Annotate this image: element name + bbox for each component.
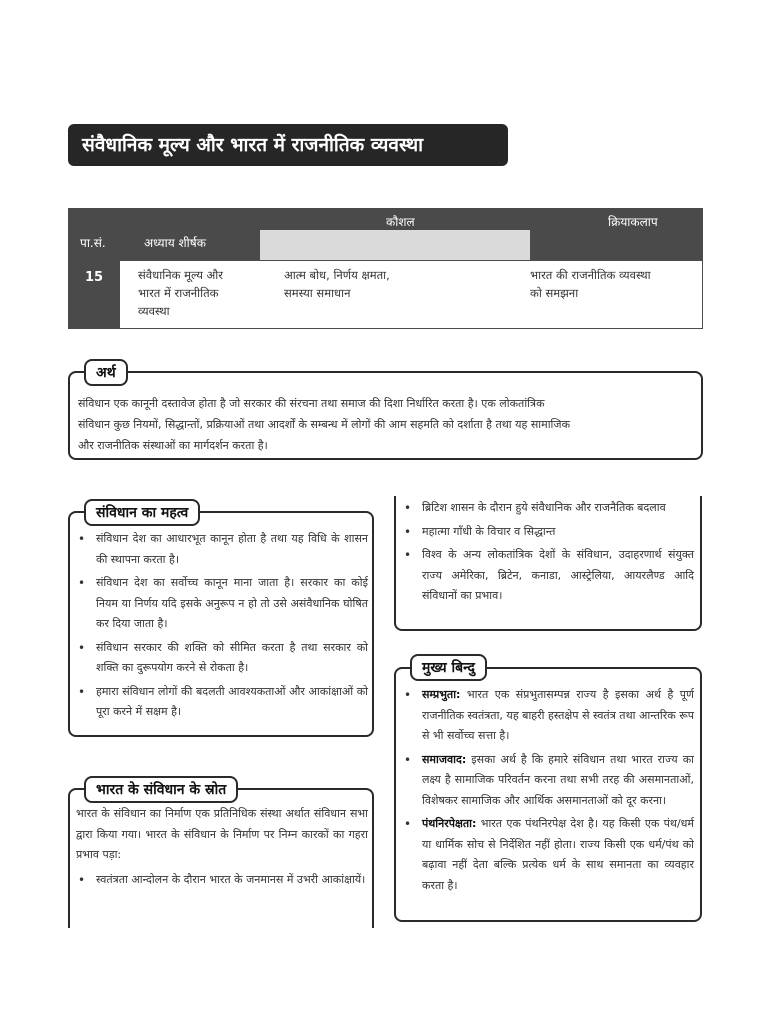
key-text: भारत एक संप्रभुतासम्पन्न राज्य है इसका अर्थ है पूर्ण राजनीतिक स्वतंत्रता, यह बाहरी हस्तक्षेप से स्वतंत्र तथा आन्तरिक रूप से भी सर्वोच्च सत्ता है। <box>422 688 694 742</box>
list-item-text: ब्रिटिश शासन के दौरान हुये संवैधानिक और राजनैतिक बदलाव <box>422 501 666 514</box>
key-points-list <box>402 685 694 899</box>
list-item-text: संविधान सरकार की शक्ति को सीमित करता है तथा सरकार को शक्ति का दुरूपयोग करने से रोकता है। <box>96 640 368 674</box>
list-item <box>76 682 368 723</box>
row-chapter-line: संवैधानिक मूल्य और <box>138 268 223 282</box>
bullet-icon: • <box>78 873 86 887</box>
row-skills-line: आत्म बोध, निर्णय क्षमता, <box>284 268 390 282</box>
key-term: समाजवाद: <box>422 752 467 766</box>
meaning-line: संविधान एक कानूनी दस्तावेज होता है जो सरकार की संरचना तथा समाज की दिशा निर्धारित करता है। एक लोकतांत्रिक <box>78 397 545 410</box>
bullet-icon: • <box>78 640 86 655</box>
key-term: पंथनिरपेक्षता: <box>422 817 477 830</box>
key-points-label: मुख्य बिन्दु <box>410 654 487 681</box>
syllabus-table <box>68 208 703 329</box>
list-item <box>76 638 368 679</box>
header-chapter: अध्याय शीर्षक <box>144 236 206 250</box>
key-term: सम्प्रभुता: <box>422 688 461 701</box>
list-item <box>76 573 368 635</box>
bullet-icon: • <box>404 817 412 831</box>
sources-list <box>76 870 368 894</box>
header-skills: कौशल <box>386 215 415 229</box>
table-row <box>120 260 703 329</box>
bullet-icon: • <box>404 752 412 767</box>
sources-continued-list <box>402 498 694 610</box>
sources-intro: भारत के संविधान का निर्माण एक प्रतिनिधिक संस्था अर्थात संविधान सभा द्वारा किया गया। भारत के संविधान के निर्माण पर निम्न कारकों का गहरा प्रभाव पड़ा: <box>76 807 368 861</box>
list-item-text: विश्व के अन्य लोकतांत्रिक देशों के संविधान, उदाहरणार्थ संयुक्त राज्य अमेरिका, ब्रिटेन, कनाडा, आस्ट्रेलिया, आयरलैण्ड आदि संविधानों का प्रभाव। <box>422 548 694 602</box>
bullet-icon: • <box>404 688 412 702</box>
list-item <box>76 529 368 570</box>
list-item-text: महात्मा गाँधी के विचार व सिद्धान्त <box>422 524 556 538</box>
list-item <box>402 685 694 747</box>
meaning-text <box>78 393 693 456</box>
row-activities <box>530 266 700 302</box>
row-chapter <box>138 266 268 320</box>
meaning-box <box>68 371 703 460</box>
list-item-text: हमारा संविधान लोगों की बदलती आवश्यकताओं और आकांक्षाओं को पूरा करने में सक्षम है। <box>96 684 368 718</box>
bullet-icon: • <box>404 524 412 539</box>
meaning-line: और राजनीतिक संस्थाओं का मार्गदर्शन करता है। <box>78 439 268 452</box>
list-item-text: स्वतंत्रता आन्दोलन के दौरान भारत के जनमानस में उभरी आकांक्षायें। <box>96 873 366 886</box>
list-item <box>402 498 694 519</box>
bullet-icon: • <box>78 532 86 546</box>
row-activities-line: को समझना <box>530 286 579 300</box>
bullet-icon: • <box>78 576 86 590</box>
row-skills <box>284 266 514 302</box>
list-item-text: संविधान देश का आधारभूत कानून होता है तथा यह विधि के शासन की स्थापना करता है। <box>96 532 368 566</box>
sources-label: भारत के संविधान के स्रोत <box>84 776 238 803</box>
key-text: इसका अर्थ है कि हमारे संविधान तथा भारत राज्य का लक्ष्य है सामाजिक परिवर्तन करना तथा सभी तरह की असमानताओं, विशेषकर सामाजिक और आर्थिक असमानताओं को दूर करना। <box>422 752 694 807</box>
list-item <box>76 870 368 891</box>
bullet-icon: • <box>404 548 412 562</box>
row-skills-line: समस्या समाधान <box>284 286 351 300</box>
row-chapter-line: भारत में राजनीतिक <box>138 286 219 300</box>
list-item <box>402 814 694 896</box>
key-points-box <box>394 667 702 922</box>
importance-label: संविधान का महत्व <box>84 499 200 526</box>
bullet-icon: • <box>404 501 412 515</box>
list-item <box>402 545 694 607</box>
row-activities-line: भारत की राजनीतिक व्यवस्था <box>530 268 651 282</box>
importance-list <box>76 529 368 726</box>
header-activities: क्रियाकलाप <box>608 215 658 229</box>
page-title: संवैधानिक मूल्य और भारत में राजनीतिक व्यवस्था <box>68 124 508 166</box>
bullet-icon: • <box>78 684 86 699</box>
sources-continued-box <box>394 496 702 631</box>
meaning-label: अर्थ <box>84 359 128 386</box>
header-serial: पा.सं. <box>80 236 106 250</box>
list-item <box>402 750 694 812</box>
row-serial: 15 <box>68 260 120 329</box>
importance-box <box>68 511 374 737</box>
sources-box <box>68 788 374 928</box>
skills-header-band <box>260 230 530 260</box>
list-item <box>402 522 694 543</box>
meaning-line: संविधान कुछ नियमों, सिद्धान्तों, प्रक्रियाओं तथा आदर्शों के सम्बन्ध में लोगों की आम सहमति को दर्शाता है तथा यह सामाजिक <box>78 418 571 431</box>
row-chapter-line: व्यवस्था <box>138 304 170 318</box>
list-item-text: संविधान देश का सर्वोच्च कानून माना जाता है। सरकार का कोई नियम या निर्णय यदि इसके अनुरूप न हो तो उसे असंवैधानिक घोषित कर दिया जाता है। <box>96 576 368 630</box>
key-text: भारत एक पंथनिरपेक्ष देश है। यह किसी एक पंथ/धर्म या धार्मिक सोच से निर्देशित नहीं होता। राज्य किसी एक धर्म/पंथ को बढ़ावा नहीं देता बल्कि प्रत्येक धर्म के साथ समानता का व्यवहार करता है। <box>422 817 694 892</box>
table-header <box>68 208 703 260</box>
